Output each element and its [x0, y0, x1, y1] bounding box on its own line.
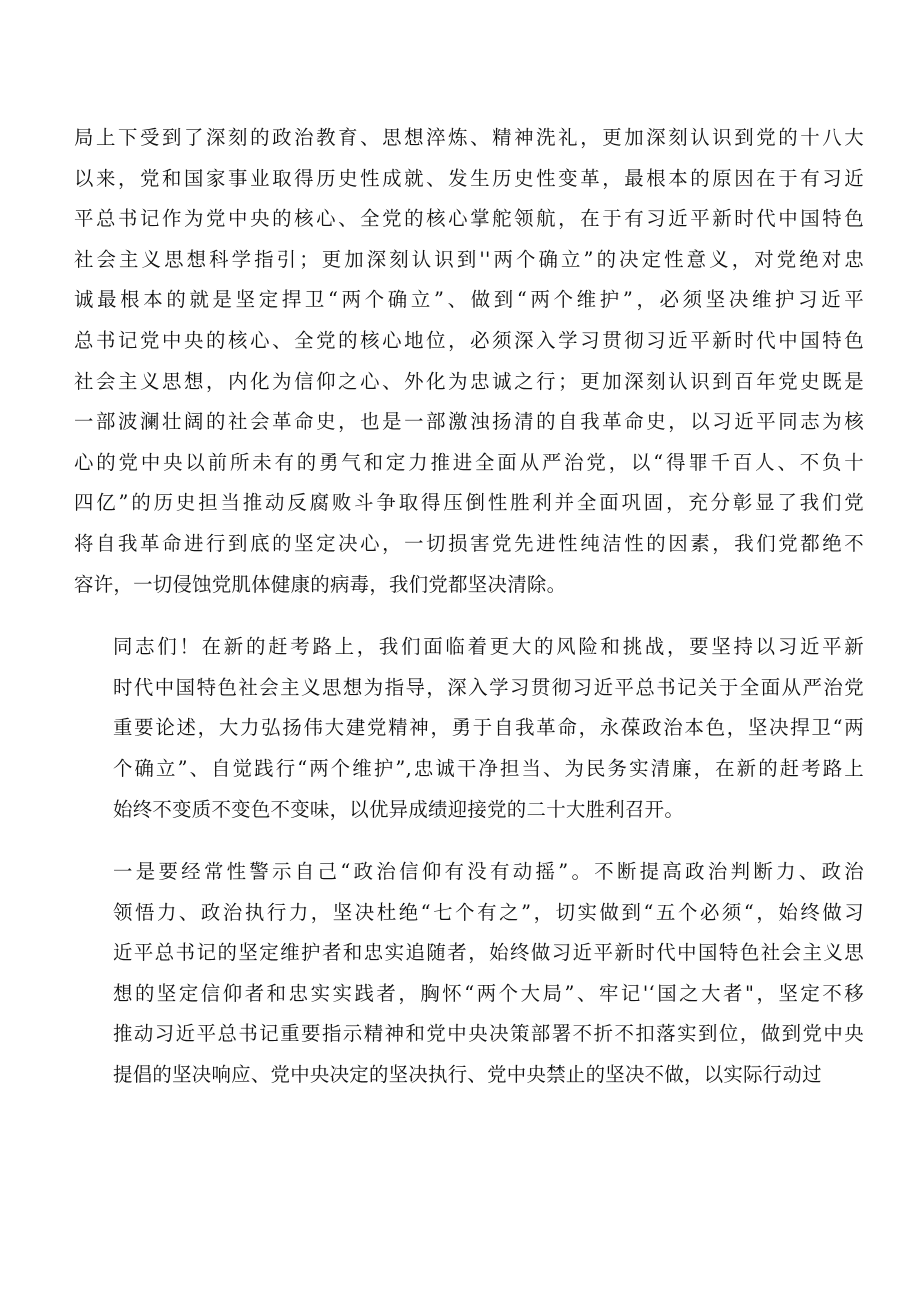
text-line: 将自我革命进行到底的坚定决心，一切损害党先进性纯洁性的因素，我们党都绝不	[74, 531, 864, 555]
text-line: 重要论述，大力弘扬伟大建党精神，勇于自我革命，永葆政治本色，坚决捍卫“两	[113, 716, 864, 740]
document-body	[74, 118, 864, 1096]
paragraph-2	[74, 627, 864, 830]
text-line: 总书记党中央的核心、全党的核心地位，必须深入学习贯彻习近平新时代中国特色	[74, 328, 864, 352]
text-line: 一部波澜壮阔的社会革命史，也是一部激浊扬清的自我革命史，以习近平同志为核	[74, 410, 864, 434]
text-line: 个确立”、自觉践行“两个维护”,忠诚干净担当、为民务实清廉，在新的赶考路上	[113, 756, 864, 780]
text-line: 始终不变质不变色不变味，以优异成绩迎接党的二十大胜利召开。	[113, 797, 685, 821]
text-line: 局上下受到了深刻的政治教育、思想淬炼、精神洗礼，更加深刻认识到党的十八大	[74, 126, 864, 149]
text-line: 诚最根本的就是坚定捍卫“两个确立”、做到“两个维护”，必须坚决维护习近平	[74, 288, 864, 312]
text-line: 容许，一切侵蚀党肌体健康的病毒，我们党都坚决清除。	[74, 572, 567, 596]
text-line: 想的坚定信仰者和忠实实践者，胸怀“两个大局”、牢记'‘国之大者"，坚定不移	[113, 981, 864, 1005]
text-line: 时代中国特色社会主义思想为指导，深入学习贯彻习近平总书记关于全面从严治党	[113, 675, 864, 699]
text-line: 一是要经常性警示自己“政治信仰有没有动摇”。不断提高政治判断力、政治	[113, 860, 864, 884]
text-line: 社会主义思想科学指引；更加深刻认识到''两个确立”的决定性意义，对党绝对忠	[74, 247, 864, 271]
text-line: 平总书记作为党中央的核心、全党的核心掌舵领航，在于有习近平新时代中国特色	[74, 207, 864, 231]
paragraph-3	[74, 852, 864, 1096]
text-line: 同志们！在新的赶考路上，我们面临着更大的风险和挑战，要坚持以习近平新	[113, 635, 864, 659]
text-line: 社会主义思想，内化为信仰之心、外化为忠诚之行；更加深刻认识到百年党史既是	[74, 369, 864, 393]
text-line: 心的党中央以前所未有的勇气和定力推进全面从严治党，以“得罪千百人、不负十	[74, 450, 864, 474]
text-line: 推动习近平总书记重要指示精神和党中央决策部署不折不扣落实到位，做到党中央	[113, 1022, 864, 1046]
text-line: 近平总书记的坚定维护者和忠实追随者，始终做习近平新时代中国特色社会主义思	[113, 941, 864, 965]
paragraph-1	[74, 118, 864, 605]
text-line: 领悟力、政治执行力，坚决杜绝“七个有之”，切实做到“五个必须“，始终做习	[113, 900, 864, 924]
text-line: 四亿”的历史担当推动反腐败斗争取得压倒性胜利并全面巩固，充分彰显了我们党	[74, 491, 864, 515]
text-line: 以来，党和国家事业取得历史性成就、发生历史性变革，最根本的原因在于有习近	[74, 166, 864, 190]
text-line: 提倡的坚决响应、党中央决定的坚决执行、党中央禁止的坚决不做，以实际行动过	[113, 1063, 822, 1087]
